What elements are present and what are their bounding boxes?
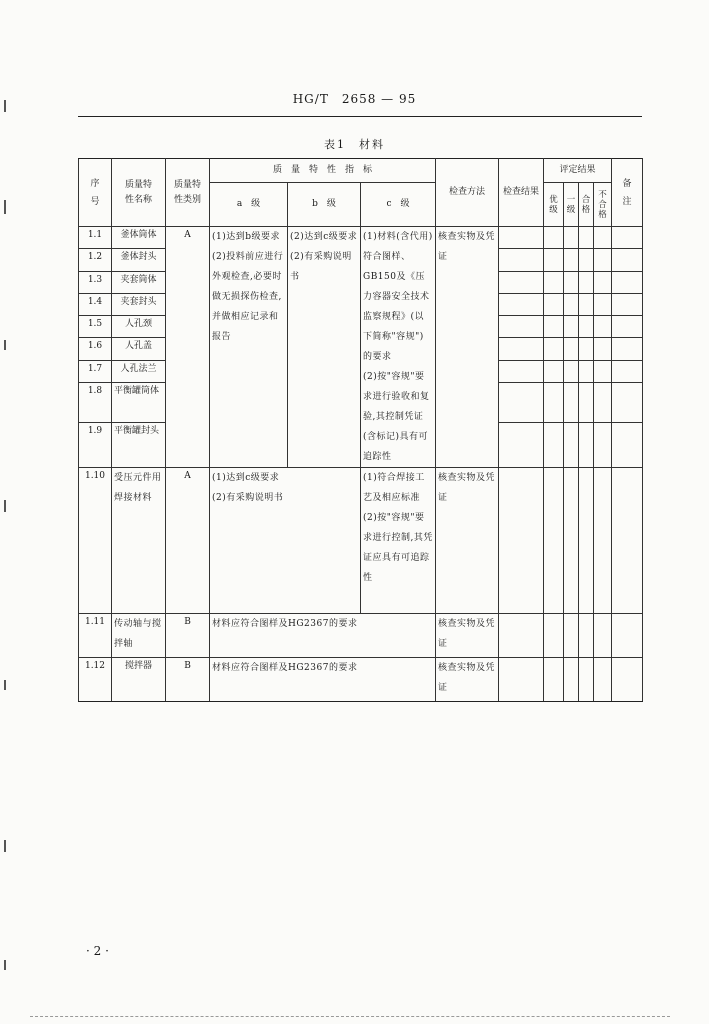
category-cell: B xyxy=(166,658,210,702)
item-name-cell: 人孔法兰 xyxy=(112,360,166,382)
item-name-cell: 釜体筒体 xyxy=(112,227,166,249)
col-header-category: 质量特 性类别 xyxy=(166,159,210,227)
col-header-eval-first: 一 级 xyxy=(564,183,579,227)
col-header-grade-a: a 级 xyxy=(210,183,288,227)
seq-cell: 1.6 xyxy=(79,338,112,360)
item-name-cell: 传动轴与搅拌轴 xyxy=(112,614,166,658)
seq-cell: 1.11 xyxy=(79,614,112,658)
col-header-inspection-result: 检查结果 xyxy=(499,159,544,227)
col-header-eval-excellent: 优 级 xyxy=(544,183,564,227)
col-header-eval-fail: 不 合 格 xyxy=(594,183,612,227)
seq-cell: 1.12 xyxy=(79,658,112,702)
col-header-inspection-method: 检查方法 xyxy=(436,159,499,227)
item-name-cell: 平衡罐封头 xyxy=(112,423,166,468)
seq-cell: 1.4 xyxy=(79,293,112,315)
method-cell: 核查实物及凭证 xyxy=(436,614,499,658)
requirement-cell: 材料应符合图样及HG2367的要求 xyxy=(210,614,436,658)
category-cell: B xyxy=(166,614,210,658)
header-rule xyxy=(78,116,642,117)
grade-c-cell: (1)符合焊接工艺及相应标准 (2)按"容规"要求进行控制,其凭证应具有可追踪性 xyxy=(361,468,436,614)
item-name-cell: 人孔盖 xyxy=(112,338,166,360)
method-cell: 核查实物及凭证 xyxy=(436,658,499,702)
seq-cell: 1.3 xyxy=(79,271,112,293)
item-name-cell: 搅拌器 xyxy=(112,658,166,702)
table-caption: 表1 材料 xyxy=(324,138,385,151)
grade-ab-cell: (1)达到c级要求 (2)有采购说明书 xyxy=(210,468,361,614)
category-cell: A xyxy=(166,468,210,614)
item-name-cell: 夹套筒体 xyxy=(112,271,166,293)
requirement-cell: 材料应符合图样及HG2367的要求 xyxy=(210,658,436,702)
col-header-seq: 序 号 xyxy=(79,159,112,227)
category-cell: A xyxy=(166,227,210,468)
seq-cell: 1.8 xyxy=(79,382,112,423)
col-header-grade-c: c 级 xyxy=(361,183,436,227)
materials-table xyxy=(78,158,643,702)
seq-cell: 1.2 xyxy=(79,249,112,271)
scan-edge-line xyxy=(30,1016,670,1017)
col-header-remark: 备 注 xyxy=(612,159,643,227)
col-header-quality-indicator: 质 量 特 性 指 标 xyxy=(210,159,436,183)
item-name-cell: 夹套封头 xyxy=(112,293,166,315)
seq-cell: 1.1 xyxy=(79,227,112,249)
binding-margin-marks xyxy=(4,80,6,980)
col-header-eval-pass: 合 格 xyxy=(579,183,594,227)
col-header-grade-b: b 级 xyxy=(288,183,361,227)
item-name-cell: 受压元件用焊接材料 xyxy=(112,468,166,614)
grade-b-cell: (2)达到c级要求 (2)有采购说明书 xyxy=(288,227,361,468)
grade-c-cell: (1)材料(含代用)符合图样、GB150及《压力容器安全技术监察规程》(以下简称"容规")的要求 (2)按"容规"要求进行验收和复验,其控制凭证(含标记)具有可追踪性 xyxy=(361,227,436,468)
grade-a-cell: (1)达到b级要求 (2)投料前应进行外观检查,必要时做无损探伤检查,并做相应记录和报告 xyxy=(210,227,288,468)
seq-cell: 1.5 xyxy=(79,316,112,338)
item-name-cell: 平衡罐筒体 xyxy=(112,382,166,423)
col-header-item: 质量特 性名称 xyxy=(112,159,166,227)
page-number: · 2 · xyxy=(86,944,109,958)
seq-cell: 1.10 xyxy=(79,468,112,614)
item-name-cell: 人孔颈 xyxy=(112,316,166,338)
method-cell: 核查实物及凭证 xyxy=(436,227,499,468)
method-cell: 核查实物及凭证 xyxy=(436,468,499,614)
seq-cell: 1.9 xyxy=(79,423,112,468)
item-name-cell: 釜体封头 xyxy=(112,249,166,271)
col-header-evaluation: 评定结果 xyxy=(544,159,612,183)
seq-cell: 1.7 xyxy=(79,360,112,382)
document-header: HG/T 2658 — 95 xyxy=(292,92,417,106)
